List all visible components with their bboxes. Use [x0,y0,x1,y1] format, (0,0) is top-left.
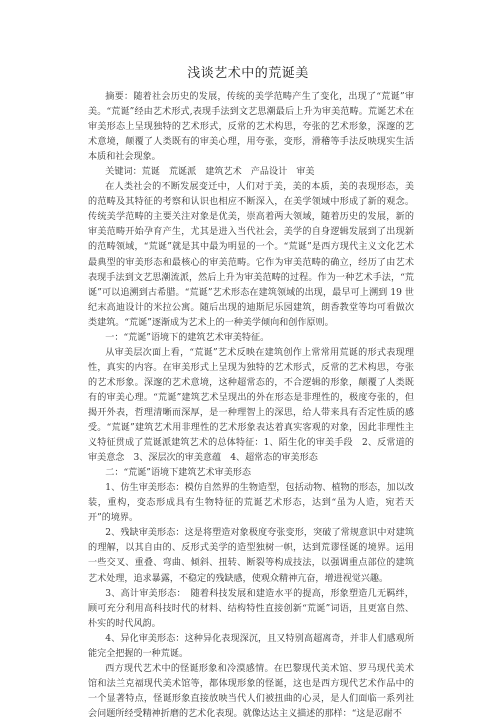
body-paragraph: 从审美层次面上看，“荒诞”艺术反映在建筑创作上常常用荒诞的形式表现理性，真实的内容。在审美形式上呈现为独特的艺术形式，反常的艺术构思，夸张的艺术形象。深邃的艺术意境，这种超常态的，不合逻辑的形象，颠覆了人类既有的审美心理。“荒诞”建筑艺术呈现出的外在形态是非理性的，极度夸张的，但揭开外表，哲理清晰而深厚，是一种理智上的深思，给人带来具有否定性质的感受。“荒诞”建筑艺术用非理性的艺术形象表达着真实客观的对象，因此非理性主义特征贯成了荒诞派建筑艺术的总体特征：1、陌生化的审美手段 2、反常道的审美意念 3、深层次的审美意蕴 4、超常态的审美形态 [88,347,414,464]
section-heading: 二：“荒诞”语境下建筑艺术审美形态 [105,468,251,479]
list-paragraph: 3、高计审美形态： 随着科技发展和建造水平的提高，形象塑造几无羁绊，顾可充分利用高科技时代的材料、结构特性直接创新“荒诞”词语，且更富自然、朴实的时代风韵。 [88,588,414,629]
section-heading: 一：“荒诞”语境下的建筑艺术审美特征。 [105,332,270,343]
list-paragraph: 2、残缺审美形态：这是将塑造对象极度夸张变形，突破了常规意识中对建筑的理解，以其自由的、反形式美学的造型独树一帜，达到荒谬怪诞的境界。运用一些交叉、重叠、弯曲、倾斜、扭转、断裂等构成技法，以强调重点部位的建筑艺术处理，追求暴露，不稳定的残缺感，使观众精神亢奋，增进视觉兴趣。 [88,528,414,584]
list-paragraph: 4、异化审美形态：这种异化表现深沉，且又特别高超离奇，并非人们感观所能完全把握的一种荒诞。 [88,633,414,659]
keywords-line: 关键词：荒诞 荒诞派 建筑艺术 产品设计 审美 [105,167,315,178]
list-paragraph: 1、仿生审美形态：模仿自然界的生物造型，包括动物、植物的形态，加以改装，重构，变态形成具有生物特征的荒诞艺术形态，达到“虽为人造，宛若天开”的境界。 [88,483,414,524]
document-title: 浅谈艺术中的荒诞美 [187,66,309,81]
abstract-paragraph: 摘要：随着社会历史的发展，传统的美学范畴产生了变化，出现了“荒诞”审美。“荒诞”经由艺术形式,表现手法到文艺思潮最后上升为审美范畴。荒诞艺术在审美形态上呈现独特的艺术形式，反常的艺术构思，夸张的艺术形象，深邃的艺术意境，颠覆了人类既有的审美心理，用夸张，变形，滑稽等手法反映现实生活本质和社会现象。 [88,92,414,163]
body-paragraph: 在人类社会的不断发展变迁中，人们对于美，美的本质，美的表现形态，美的范畴及其特征的考察和认识也相应不断深入，在美学领域中形成了新的观念。传统美学范畴的主要关注对象是优美，崇高着两大领域，随着历史的发展，新的审美范畴开始孕育产生，尤其是进入当代社会，美学的自身逻辑发展到了出现新的范畴领域，“荒诞”就是其中最为明显的一个。“荒诞”是西方现代主义文化艺术最典型的审美形态和最核心的审美范畴。它作为审美范畴的确立，经历了由艺术表现手法到文艺思潮流派，然后上升为审美范畴的过程。作为一种艺术手法，“荒诞”可以追溯到古希腊。“荒诞”艺术形态在建筑领域的出现，最早可上溯到 19 世纪末高迪设计的米拉公寓。随后出现的迪斯尼乐园建筑，朗香教堂等均可看做次类建筑。“荒诞”逐渐成为艺术上的一种美学倾向和创作原则。 [88,182,414,328]
body-paragraph: 西方现代艺术中的怪诞形象和冷漠感情。在巴黎现代美术馆、罗马现代美术馆和法兰克福现代美术馆等，都体现形象的怪诞，这也是西方现代艺术作品中的一个显著特点，怪诞形象直接放映当代人们被扭曲的心灵，是人们面临一系列社会问题所经受精神折磨的艺术化表现。就像达达主义描述的那样：“这是忍耐不 [88,663,414,719]
document-body [88,90,414,722]
